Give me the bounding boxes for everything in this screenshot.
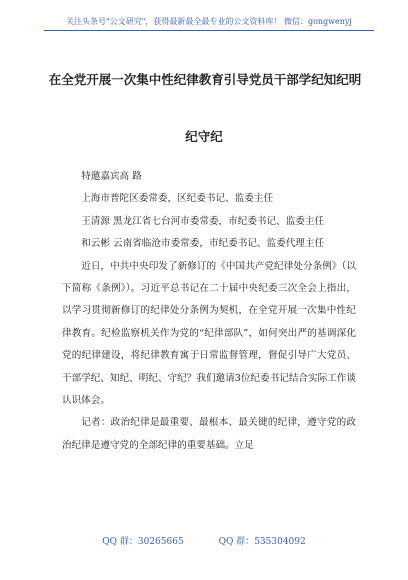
footer bbox=[0, 534, 408, 547]
header-banner: 关注头条号"公文研究"，获得最新最全最专业的公文资料库！ 微信：gongwenyj bbox=[66, 17, 352, 26]
paragraph-guest-2: 王清源 黑龙江省七台河市委常委，市纪委书记、监委主任 bbox=[81, 215, 325, 227]
paragraph-intro: 近日，中共中央印发了新修订的《中国共产党纪律处分条例》（以下简称《条例》）。习近平总书记在二十届中央纪委三次全会上指出，以学习贯彻新修订的纪律处分条例为契机，在全党开展一次集中性纪律教育。纪检监察机关作为党的“纪律部队”，如何突出严的基调深化党的纪律建设，将纪律教育寓于日常监督管理，督促引导广大党员、干部学纪、知纪、明纪、守纪？我们邀请3位纪委书记结合实际工作谈认识体会。 bbox=[62, 260, 356, 407]
document-body bbox=[62, 166, 356, 457]
header-divider bbox=[44, 30, 374, 31]
paragraph-guests: 特邀嘉宾高 路 bbox=[81, 171, 142, 182]
document-title-line-1: 在全党开展一次集中性纪律教育引导党员干部学纪知纪明 bbox=[48, 72, 362, 87]
footer-qq-group-1: QQ 群：30265665 bbox=[102, 537, 184, 547]
paragraph-guest-1: 上海市普陀区委常委，区纪委书记、监委主任 bbox=[81, 193, 274, 205]
paragraph-question: 记者：政治纪律是最重要、最根本、最关键的纪律，遵守党的政治纪律是遵守党的全部纪律的重要基础。立足 bbox=[62, 417, 356, 451]
paragraph-guest-3: 和云彬 云南省临沧市委常委，市纪委书记、监委代理主任 bbox=[81, 238, 325, 250]
footer-qq-group-2: QQ 群：535304092 bbox=[218, 537, 306, 547]
document-title-line-2: 纪守纪 bbox=[185, 129, 223, 144]
